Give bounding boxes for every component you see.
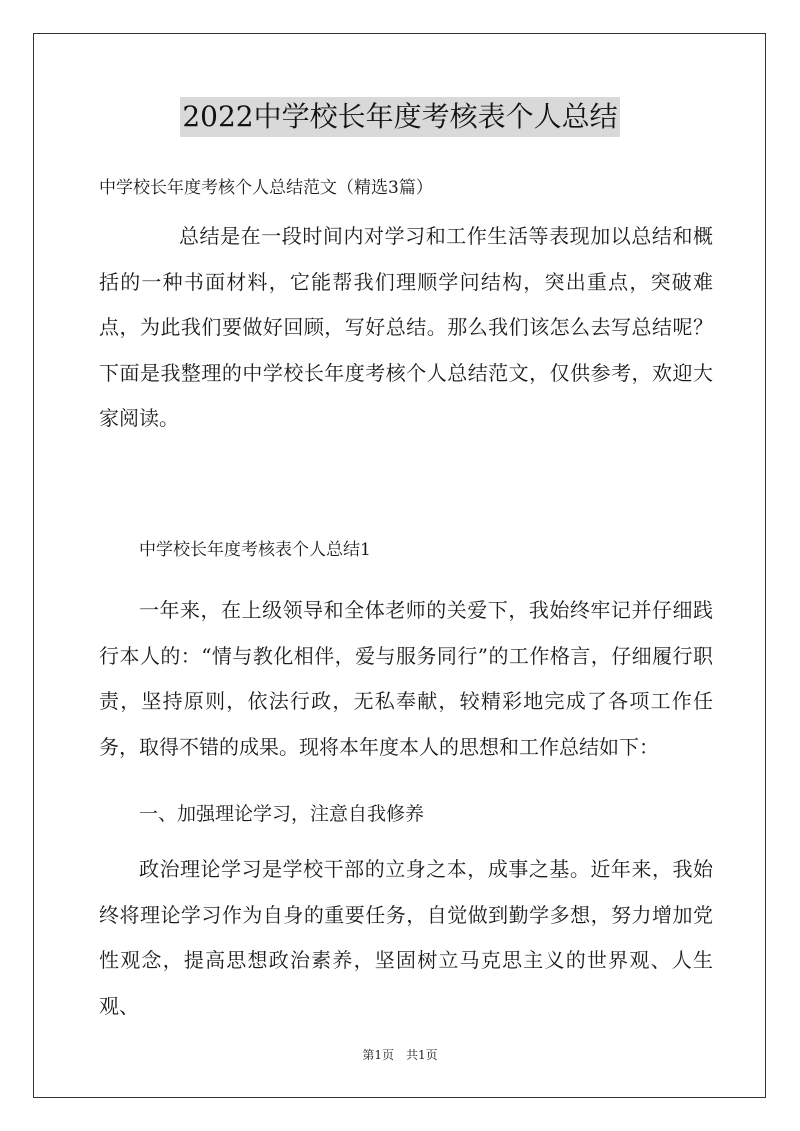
article-heading: 中学校长年度考核表个人总结1	[139, 540, 371, 560]
document-title: 2022中学校长年度考核表个人总结	[180, 97, 619, 137]
document-subtitle: 中学校长年度考核个人总结范文（精选3篇）	[99, 178, 433, 198]
section-heading: 一、加强理论学习，注意自我修养	[139, 803, 425, 825]
intro-paragraph: 总结是在一段时间内对学习和工作生活等表现加以总结和概括的一种书面材料，它能帮我们理顺学问结构，突出重点，突破难点，为此我们要做好回顾，写好总结。那么我们该怎么去写总结呢？下面是我整理的中学校长年度考核个人总结范文，仅供参考，欢迎大家阅读。	[99, 224, 713, 431]
body-paragraph-2: 政治理论学习是学校干部的立身之本，成事之基。近年来，我始终将理论学习作为自身的重要任务，自觉做到勤学多想，努力增加党性观念，提高思想政治素养，坚固树立马克思主义的世界观、人生观、	[99, 857, 713, 1018]
body-paragraph-1: 一年来，在上级领导和全体老师的关爱下，我始终牢记并仔细践行本人的：“情与教化相伴，爱与服务同行”的工作格言，仔细履行职责，坚持原则，依法行政，无私奉献，较精彩地完成了各项工作任务，取得不错的成果。现将本年度本人的思想和工作总结如下：	[99, 598, 713, 759]
title-container	[0, 97, 800, 137]
page-footer: 第1页 共1页	[362, 1048, 438, 1062]
